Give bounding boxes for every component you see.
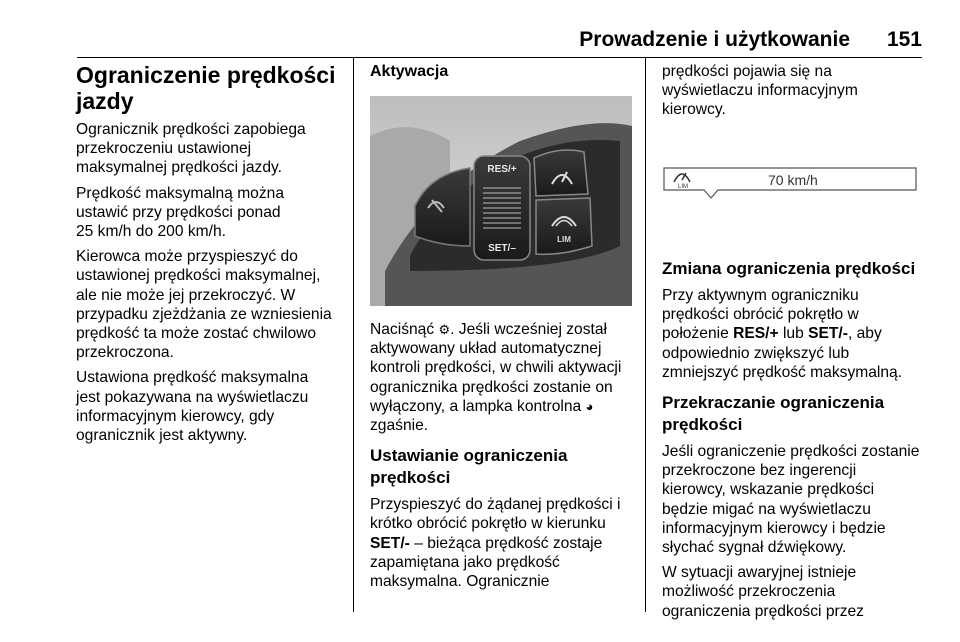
paragraph: Kierowca może przyspieszyć do ustawionej prędkości maksymalnej, ale nie może jej przekroczyć. W przypadku zjeżdżania ze wzniesienia prędkość ta może zostać chwilowo przekroczona.	[76, 248, 332, 362]
column-divider	[645, 58, 646, 612]
speed-limiter-icon: ⚙	[438, 322, 451, 337]
section-heading: Ustawianie ograniczenia prędkości	[370, 446, 568, 488]
text-run: . Jeśli wcześniej został aktywowany układ automatycznej kontroli prędkości, w chwili aktywacji ogranicznika prędkości zostanie on wyłączony, a lampka kontrolna	[370, 321, 622, 415]
steering-wheel-illustration	[370, 96, 632, 306]
cruise-control-icon: ◕	[585, 398, 594, 414]
paragraph: W sytuacji awaryjnej istnieje możliwość przekroczenia ograniczenia prędkości przez	[662, 564, 864, 620]
section-heading: Zmiana ograniczenia prędkości	[662, 259, 916, 278]
header-rule	[77, 57, 922, 58]
column-right-text	[662, 252, 932, 627]
paragraph	[662, 286, 932, 382]
res-label: RES/+	[487, 164, 517, 175]
paragraph: Ogranicznik prędkości zapobiega przekroczeniu ustawionej maksymalnej prędkości jazdy.	[76, 121, 306, 177]
column-middle-text	[370, 320, 638, 597]
column-right	[662, 62, 928, 126]
paragraph	[370, 495, 638, 591]
paragraph	[370, 320, 638, 435]
text-run: Przyspieszyć do żądanej prędkości i krótko obrócić pokrętło w kierunku	[370, 496, 621, 533]
driver-info-display	[656, 130, 926, 250]
text-run: Naciśnąć	[370, 321, 439, 338]
paragraph: Ustawiona prędkość maksymalna jest pokazywana na wyświetlaczu informacyjnym kierowcy, gdy ogranicznik jest aktywny.	[76, 369, 309, 445]
column-divider	[353, 58, 354, 612]
paragraph: prędkości pojawia się na wyświetlaczu informacyjnym kierowcy.	[662, 63, 858, 119]
text-run: – bieżąca prędkość zostaje zapamiętana jako prędkość maksymalna. Ogranicznie	[370, 534, 603, 591]
section-heading: Przekraczanie ograniczenia prędkości	[662, 393, 885, 435]
page-header	[0, 0, 960, 50]
header-title: Prowadzenie i użytkowanie	[579, 28, 850, 51]
text-run: , aby odpowiednio zwiększyć lub zmniejszyć prędkość maksymalną.	[662, 325, 903, 381]
paragraph: Jeśli ograniczenie prędkości zostanie przekroczone bez ingerencji kierowcy, wskazanie prędkości będzie migać na wyświetlaczu informacyjnym kierowcy i będzie słychać sygnał dźwiękowy.	[662, 443, 920, 557]
bold-text: RES/+	[733, 325, 779, 343]
subsection-heading: Aktywacja	[370, 63, 449, 80]
bold-text: SET/-	[808, 325, 848, 343]
display-illustration	[656, 130, 926, 250]
set-label: SET/–	[488, 243, 516, 254]
bold-text: SET/-	[370, 534, 410, 552]
text-run: lub	[778, 325, 809, 343]
display-lim: LIM	[677, 184, 689, 190]
display-speed-value: 70 km/h	[768, 172, 818, 188]
lim-label: LIM	[557, 235, 571, 244]
column-middle	[370, 62, 636, 92]
column-left	[76, 62, 348, 451]
text-run: Przy aktywnym ograniczniku prędkości obrócić pokrętło w położenie	[662, 287, 859, 343]
section-heading: Ograniczenie prędkości jazdy	[76, 62, 336, 114]
steering-wheel-controls-photo	[370, 96, 632, 306]
page-number: 151	[886, 28, 922, 51]
text-run: zgaśnie.	[370, 417, 429, 435]
paragraph: Prędkość maksymalną można ustawić przy prędkości ponad 25 km/h do 200 km/h.	[76, 184, 284, 241]
